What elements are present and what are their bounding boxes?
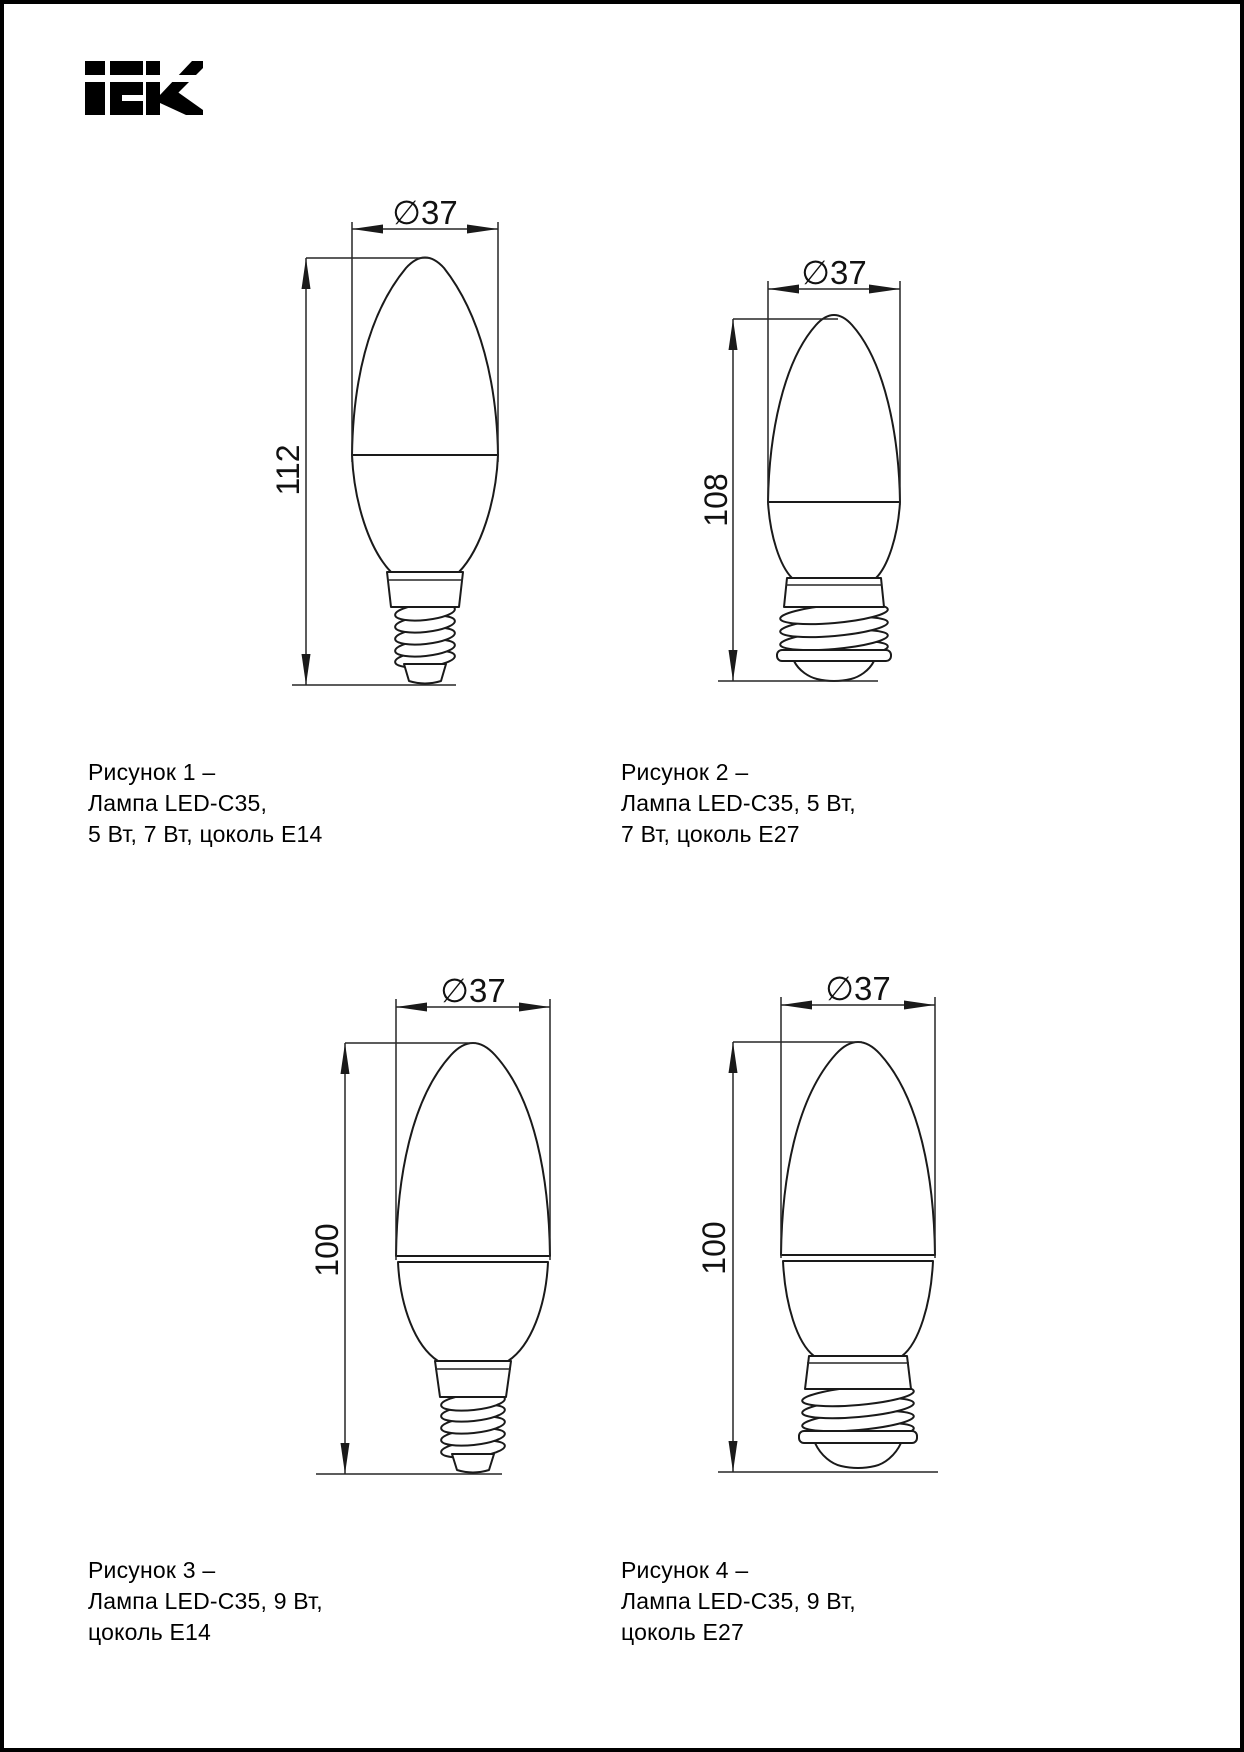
- arrowhead: [781, 1001, 812, 1010]
- base-collar: [435, 1361, 511, 1397]
- e27-screw-base: [777, 578, 891, 681]
- caption-line: Лампа LED-C35, 9 Вт,: [88, 1588, 323, 1614]
- base-collar: [805, 1356, 911, 1389]
- caption-line: Лампа LED-C35,: [88, 790, 268, 816]
- bulb-dome: [781, 1042, 935, 1255]
- caption-line: Рисунок 3 –: [88, 1557, 216, 1583]
- arrowhead: [768, 285, 799, 294]
- figure-3-drawing: [309, 972, 550, 1474]
- logo-letter-i: [85, 61, 105, 115]
- height-dimension-label: 100: [309, 1223, 345, 1277]
- logo-letter-e: [110, 61, 143, 115]
- arrowhead: [729, 319, 738, 350]
- figure-2-drawing: [698, 254, 900, 681]
- base-skirt: [799, 1431, 917, 1443]
- arrowhead: [302, 258, 311, 289]
- arrowhead: [341, 1043, 350, 1074]
- bulb-c35-e27: [781, 1042, 935, 1468]
- figure-4-drawing: [696, 970, 938, 1472]
- diameter-dimension-label: ∅37: [801, 254, 867, 291]
- arrowhead: [729, 1441, 738, 1472]
- figure-caption-4: [621, 1555, 856, 1648]
- bulb-body: [783, 1261, 933, 1356]
- base-collar: [784, 578, 884, 607]
- arrowhead: [869, 285, 900, 294]
- arrowhead: [729, 650, 738, 681]
- caption-line: Рисунок 2 –: [621, 759, 749, 785]
- arrowhead: [396, 1003, 427, 1012]
- caption-line: цоколь Е27: [621, 1619, 745, 1645]
- diameter-dimension-label: ∅37: [392, 194, 458, 231]
- bulb-c35-e14: [396, 1043, 550, 1473]
- base-contact: [815, 1443, 901, 1468]
- base-collar: [387, 572, 463, 607]
- bulb-body: [352, 455, 498, 572]
- figure-1-drawing: [270, 194, 498, 685]
- height-dimension-label: 108: [698, 473, 734, 527]
- iek-logo: [80, 61, 210, 115]
- arrowhead: [729, 1042, 738, 1073]
- logo-stripe: [80, 75, 210, 82]
- base-tip: [452, 1454, 494, 1473]
- diameter-dimension-label: ∅37: [825, 970, 891, 1007]
- caption-line: цоколь Е14: [88, 1619, 212, 1645]
- arrowhead: [302, 654, 311, 685]
- caption-line: Лампа LED-C35, 9 Вт,: [621, 1588, 856, 1614]
- arrowhead: [904, 1001, 935, 1010]
- bulb-c35-e14: [352, 258, 498, 684]
- e14-screw-base: [387, 572, 463, 684]
- diameter-dimension-label: ∅37: [440, 972, 506, 1009]
- bulb-body: [768, 502, 900, 578]
- figure-caption-3: [88, 1555, 323, 1648]
- caption-line: 5 Вт, 7 Вт, цоколь Е14: [88, 821, 323, 847]
- figure-caption-1: [88, 757, 322, 850]
- e27-screw-base: [799, 1356, 917, 1468]
- base-contact: [794, 661, 874, 681]
- arrowhead: [519, 1003, 550, 1012]
- base-skirt: [777, 650, 891, 661]
- base-tip: [404, 664, 446, 684]
- arrowhead: [467, 225, 498, 234]
- bulb-c35-e27: [768, 315, 900, 681]
- arrowhead: [341, 1443, 350, 1474]
- height-dimension-label: 112: [270, 444, 306, 496]
- arrowhead: [352, 225, 383, 234]
- logo-letter-k: [146, 61, 203, 115]
- bulb-dome: [768, 315, 900, 502]
- caption-line: 7 Вт, цоколь Е27: [621, 821, 800, 847]
- figure-caption-2: [621, 757, 856, 850]
- bulb-body: [398, 1262, 548, 1361]
- caption-line: Рисунок 1 –: [88, 759, 216, 785]
- caption-line: Лампа LED-C35, 5 Вт,: [621, 790, 856, 816]
- height-dimension-label: 100: [696, 1221, 732, 1275]
- e14-screw-base: [435, 1361, 511, 1473]
- bulb-dome: [352, 258, 498, 456]
- bulb-dome: [396, 1043, 550, 1256]
- caption-line: Рисунок 4 –: [621, 1557, 749, 1583]
